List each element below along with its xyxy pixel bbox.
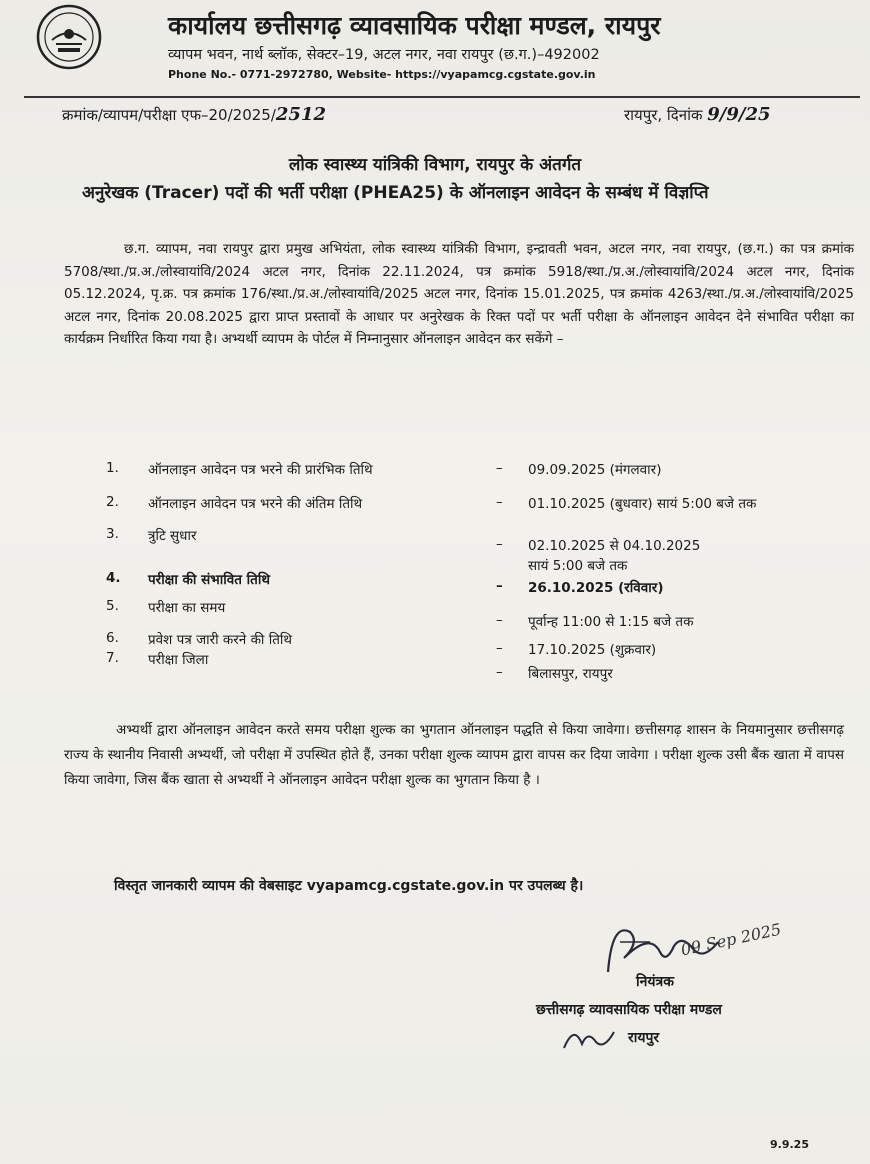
- schedule-row: [100, 494, 820, 516]
- reference-number: [62, 104, 326, 125]
- schedule-value: बिलासपुर, रायपुर: [528, 666, 613, 682]
- schedule-value: 02.10.2025 से 04.10.2025: [528, 538, 701, 554]
- date-handwritten: 9/9/25: [707, 104, 771, 125]
- schedule-num: 1.: [106, 460, 119, 476]
- schedule-num: 6.: [106, 630, 119, 646]
- schedule-dash: –: [496, 640, 503, 656]
- schedule-dash: –: [496, 460, 503, 476]
- subject-line-2: अनुरेखक (Tracer) पदों की भर्ती परीक्षा (PHEA25) के ऑनलाइन आवेदन के सम्बंध में विज्ञप्ति: [82, 183, 709, 203]
- schedule-label: परीक्षा की संभावित तिथि: [148, 572, 270, 588]
- schedule-label: प्रवेश पत्र जारी करने की तिथि: [148, 632, 293, 648]
- reference-handwritten: 2512: [275, 104, 326, 125]
- schedule-dash: –: [496, 536, 503, 552]
- office-title: कार्यालय छत्तीसगढ़ व्यावसायिक परीक्षा मण्डल, रायपुर: [168, 11, 661, 40]
- website-info: विस्तृत जानकारी व्यापम की वेबसाइट vyapamcg.cgstate.gov.in पर उपलब्ध है।: [114, 878, 584, 894]
- office-contact: Phone No.- 0771-2972780, Website- https://vyapamcg.cgstate.gov.in: [168, 68, 596, 81]
- schedule-num: 4.: [106, 570, 121, 586]
- schedule-num: 3.: [106, 526, 119, 542]
- schedule-row: [100, 650, 820, 682]
- schedule-row: [100, 598, 820, 630]
- schedule-row: [100, 570, 820, 596]
- schedule-num: 2.: [106, 494, 119, 510]
- schedule-label: त्रुटि सुधार: [148, 528, 197, 544]
- reference-prefix: क्रमांक/व्यापम/परीक्षा एफ–20/2025/: [62, 106, 276, 124]
- header-divider: [24, 96, 860, 98]
- date-prefix: रायपुर, दिनांक: [624, 106, 703, 124]
- signatory-title: नियंत्रक: [636, 974, 674, 990]
- signatory-organization: छत्तीसगढ़ व्यावसायिक परीक्षा मण्डल: [536, 1002, 722, 1018]
- body-paragraph: छ.ग. व्यापम, नवा रायपुर द्वारा प्रमुख अभियंता, लोक स्वास्थ्य यांत्रिकी विभाग, इन्द्रावती भवन, अटल नगर, नवा रायपुर, (छ.ग.) का पत्र क्रमांक 5708/स्था./प्र.अ./लोस्वायांवि/2024 अटल नगर, दिनांक 22.11.2024, पत्र क्रमांक 5918/स्था./प्र.अ./लोस्वायांवि/2024 अटल नगर, दिनांक 05.12.2024, पृ.क्र. पत्र क्रमांक 176/स्था./प्र.अ./लोस्वायांवि/2025 अटल नगर, दिनांक 15.01.2025, पत्र क्रमांक 4263/स्था./प्र.अ./लोस्वायांवि/2025 अटल नगर, दिनांक 20.08.2025 द्वारा प्राप्त प्रस्तावों के आधार पर अनुरेखक के रिक्त पदों पर भर्ती परीक्षा के ऑनलाइन आवेदन देने संभावित परीक्षा का कार्यक्रम निर्धारित किया गया है। अभ्यर्थी व्यापम के पोर्टल में निम्नानुसार ऑनलाइन आवेदन कर सकेंगे –: [64, 241, 854, 347]
- reference-date: [624, 104, 771, 125]
- schedule-label: ऑनलाइन आवेदन पत्र भरने की प्रारंभिक तिथि: [148, 462, 373, 478]
- vyapam-seal-logo: [36, 4, 102, 70]
- schedule-num: 7.: [106, 650, 119, 666]
- schedule-value: 17.10.2025 (शुक्रवार): [528, 642, 657, 658]
- signatory-city: रायपुर: [628, 1030, 660, 1046]
- schedule-value: 09.09.2025 (मंगलवार): [528, 462, 662, 478]
- schedule-num: 5.: [106, 598, 119, 614]
- schedule-dash: –: [496, 664, 503, 680]
- schedule-label: परीक्षा जिला: [148, 652, 209, 668]
- schedule-label: ऑनलाइन आवेदन पत्र भरने की अंतिम तिथि: [148, 496, 363, 512]
- schedule-dash: –: [496, 494, 503, 510]
- subject-line-1: लोक स्वास्थ्य यांत्रिकी विभाग, रायपुर के अंतर्गत: [288, 155, 582, 175]
- schedule-dash: –: [496, 578, 503, 594]
- schedule-value: 26.10.2025 (रविवार): [528, 580, 664, 596]
- signature-date: 09 Sep 2025: [679, 919, 783, 960]
- schedule-value-2: सायं 5:00 बजे तक: [528, 558, 628, 574]
- schedule-value: पूर्वान्ह 11:00 से 1:15 बजे तक: [528, 614, 694, 630]
- schedule-label: परीक्षा का समय: [148, 600, 226, 616]
- footer-date: 9.9.25: [770, 1138, 809, 1151]
- schedule-row: [100, 460, 820, 482]
- fee-paragraph: अभ्यर्थी द्वारा ऑनलाइन आवेदन करते समय परीक्षा शुल्क का भुगतान ऑनलाइन पद्धति से किया जावेगा। छत्तीसगढ़ शासन के नियमानुसार छत्तीसगढ़ राज्य के स्थानीय निवासी अभ्यर्थी, जो परीक्षा में उपस्थित होते हैं, उनका परीक्षा शुल्क व्यापम द्वारा वापस कर दिया जावेगा । परीक्षा शुल्क उसी बैंक खाता में वापस किया जावेगा, जिस बैंक खाता से अभ्यर्थी ने ऑनलाइन आवेदन परीक्षा शुल्क का भुगतान किया है ।: [64, 722, 844, 788]
- initials-mark: [560, 1020, 620, 1056]
- office-address: व्यापम भवन, नार्थ ब्लॉक, सेक्टर–19, अटल नगर, नवा रायपुर (छ.ग.)–492002: [168, 47, 600, 63]
- schedule-dash: –: [496, 612, 503, 628]
- schedule-value: 01.10.2025 (बुधवार) सायं 5:00 बजे तक: [528, 496, 757, 512]
- schedule-row: [100, 526, 820, 574]
- schedule-row: [100, 630, 820, 658]
